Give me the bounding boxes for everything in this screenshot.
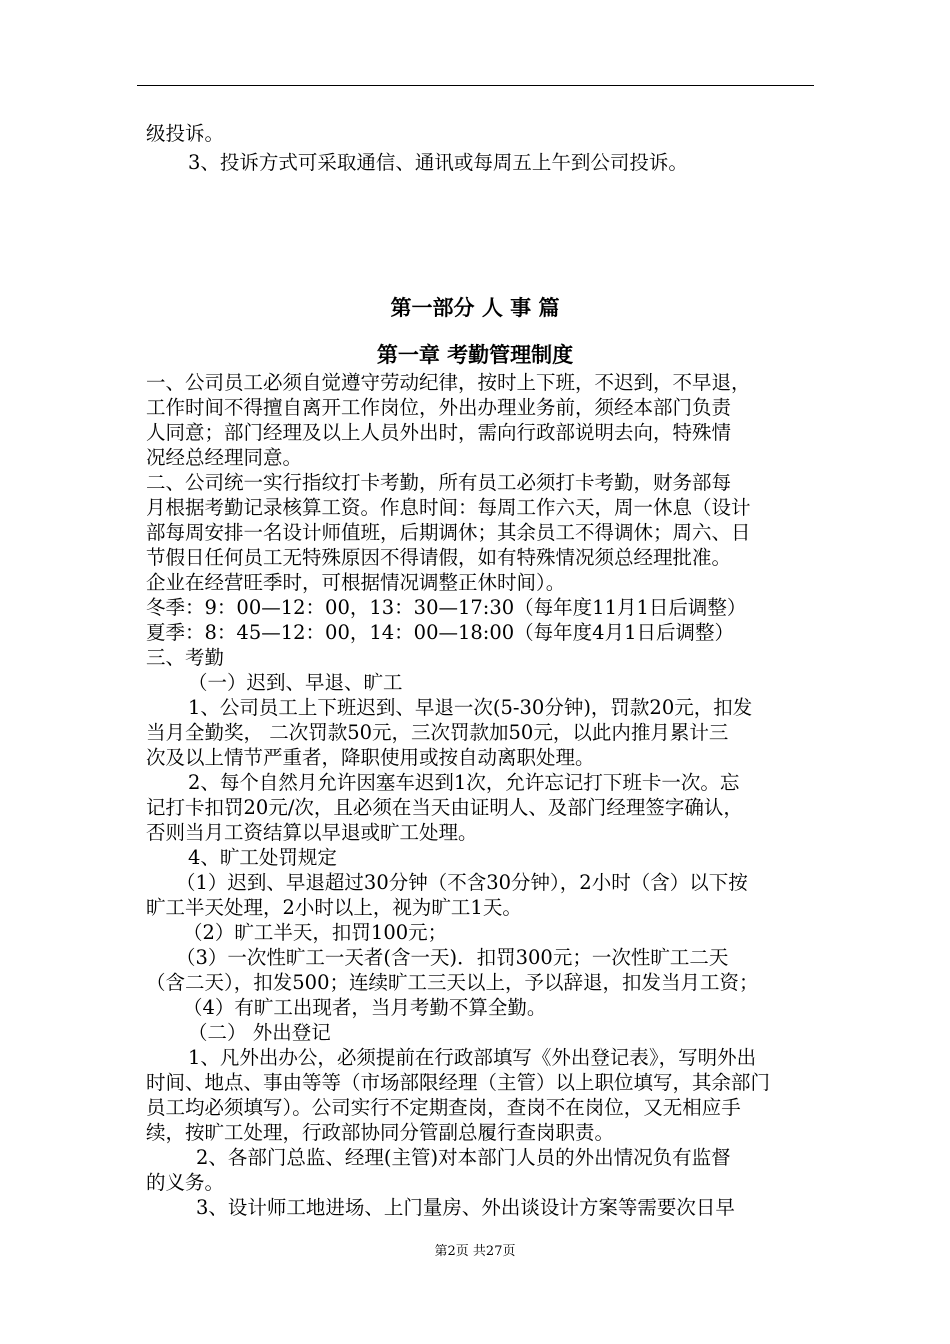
text-line: 4、旷工处罚规定 [188,846,337,869]
text-line: 一、公司员工必须自觉遵守劳动纪律，按时上下班，不迟到，不早退， [146,371,751,394]
text-line: 1、凡外出办公，必须提前在行政部填写《外出登记表》，写明外出 [188,1046,757,1069]
text-line: 况经总经理同意。 [146,446,303,469]
text-line: 节假日任何员工无特殊原因不得请假，如有特殊情况须总经理批准。 [146,546,732,569]
text-line: 企业在经营旺季时，可根据情况调整正休时间）。 [146,571,566,594]
text-line: 部每周安排一名设计师值班，后期调休；其余员工不得调休；周六、日 [146,521,751,544]
text-line: 2、各部门总监、经理(主管)对本部门人员的外出情况负有监督 [196,1146,731,1169]
text-line: 二、公司统一实行指纹打卡考勤，所有员工必须打卡考勤，财务部每 [146,471,732,494]
text-line: 级投诉。 [146,122,225,145]
text-line: （4）有旷工出现者，当月考勤不算全勤。 [183,996,547,1019]
part-title: 第一部分 人 事 篇 [390,295,560,320]
page-footer: 第2页 共27页 [434,1244,516,1259]
text-line: 的义务。 [146,1171,225,1194]
text-line: 2、每个自然月允许因塞车迟到1次，允许忘记打下班卡一次。忘 [188,771,740,794]
text-line: （2）旷工半天，扣罚100元； [183,921,448,944]
header-rule [137,85,814,86]
chapter-title: 第一章 考勤管理制度 [376,342,574,367]
text-line: 夏季：8：45—12：00，14：00—18:00（每年度4月1日后调整） [146,621,734,644]
text-line: 冬季：9：00—12：00，13：30—17:30（每年度11月1日后调整） [146,596,747,619]
text-line: 人同意；部门经理及以上人员外出时，需向行政部说明去向，特殊情 [146,421,732,444]
text-line: 否则当月工资结算以早退或旷工处理。 [146,821,478,844]
text-line: 次及以上情节严重者，降职使用或按自动离职处理。 [146,746,595,769]
text-line: 工作时间不得擅自离开工作岗位，外出办理业务前，须经本部门负责 [146,396,732,419]
text-line: 旷工半天处理，2小时以上，视为旷工1天。 [146,896,522,919]
text-line: （3）一次性旷工一天者(含一天)．扣罚300元；一次性旷工二天 [176,946,729,969]
text-line: 3、设计师工地进场、上门量房、外出谈设计方案等需要次日早 [196,1196,735,1219]
text-line: 续，按旷工处理，行政部协同分管副总履行查岗职责。 [146,1121,615,1144]
text-line: 3、投诉方式可采取通信、通讯或每周五上午到公司投诉。 [188,151,688,174]
text-line: 月根据考勤记录核算工资。作息时间：每周工作六天，周一休息（设计 [146,496,751,519]
text-line: 当月全勤奖， 二次罚款50元，三次罚款加50元，以此内推月累计三 [146,721,729,744]
text-line: 记打卡扣罚20元/次，且必须在当天由证明人、及部门经理签字确认， [146,796,743,819]
text-line: 1、公司员工上下班迟到、早退一次(5-30分钟)，罚款20元，扣发 [188,696,753,719]
text-line: （含二天），扣发500；连续旷工三天以上，予以辞退，扣发当月工资； [146,971,759,994]
text-line: 员工均必须填写）。公司实行不定期查岗，查岗不在岗位，又无相应手 [146,1096,741,1119]
text-line: 三、考勤 [146,646,225,669]
text-line: （一）迟到、早退、旷工 [188,671,403,694]
text-line: （1）迟到、早退超过30分钟（不含30分钟），2小时（含）以下按 [176,871,748,894]
text-line: （二） 外出登记 [188,1021,331,1044]
text-line: 时间、地点、事由等等（市场部限经理（主管）以上职位填写，其余部门 [146,1071,771,1094]
